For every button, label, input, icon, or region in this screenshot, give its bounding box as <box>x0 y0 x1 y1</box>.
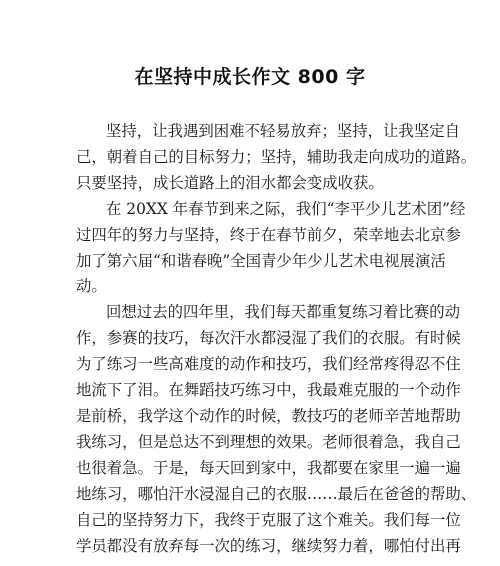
text-line: 在 20XX 年春节到来之际，我们“李平少儿艺术团”经 <box>106 199 466 218</box>
text-line: 我练习，但是总达不到理想的效果。老师很着急，我自己 <box>76 432 461 451</box>
text-line: 坚持，让我遇到困难不轻易放弃；坚持，让我坚定自 <box>106 122 460 140</box>
paragraph-1 <box>76 119 477 197</box>
text-line: 回想过去的四年里，我们每天都重复练习着比赛的动 <box>106 303 460 322</box>
text-line: 也很着急。于是，每天回到家中，我都要在家里一遍一遍 <box>76 458 461 477</box>
text-line: 学员都没有放弃每一次的练习，继续努力着，哪怕付出再 <box>76 536 461 555</box>
document-title: 在坚持中成长作文 800 字 <box>134 66 366 88</box>
text-line: 是前桥，我学这个动作的时候，教技巧的老师辛苦地帮助 <box>76 406 461 425</box>
text-line: 过四年的努力与坚持，终于在春节前夕，荣幸地去北京参 <box>76 225 461 244</box>
text-line: 为了练习一些高难度的动作和技巧，我们经常疼得忍不住 <box>76 355 461 374</box>
text-line: 加了第六届“和谐春晚”全国青少年少儿艺术电视展演活 <box>76 251 446 270</box>
text-line: 己，朝着自己的目标努力；坚持，辅助我走向成功的道路。 <box>76 147 477 166</box>
text-line: 只要坚持，成长道路上的泪水都会变成收获。 <box>76 173 384 192</box>
document-body <box>76 119 477 559</box>
paragraph-2 <box>76 197 466 301</box>
text-line: 自己的坚持努力下，我终于克服了这个难关。我们每一位 <box>76 510 461 529</box>
text-line: 动。 <box>76 277 107 296</box>
text-line: 地练习，哪怕汗水浸湿自己的衣服……最后在爸爸的帮助、 <box>76 484 477 503</box>
text-line: 地流下了泪。在舞蹈技巧练习中，我最难克服的一个动作 <box>76 381 461 400</box>
paragraph-3 <box>76 300 477 559</box>
text-line: 作，参赛的技巧，每次汗水都浸湿了我们的衣服。有时候 <box>76 329 461 348</box>
